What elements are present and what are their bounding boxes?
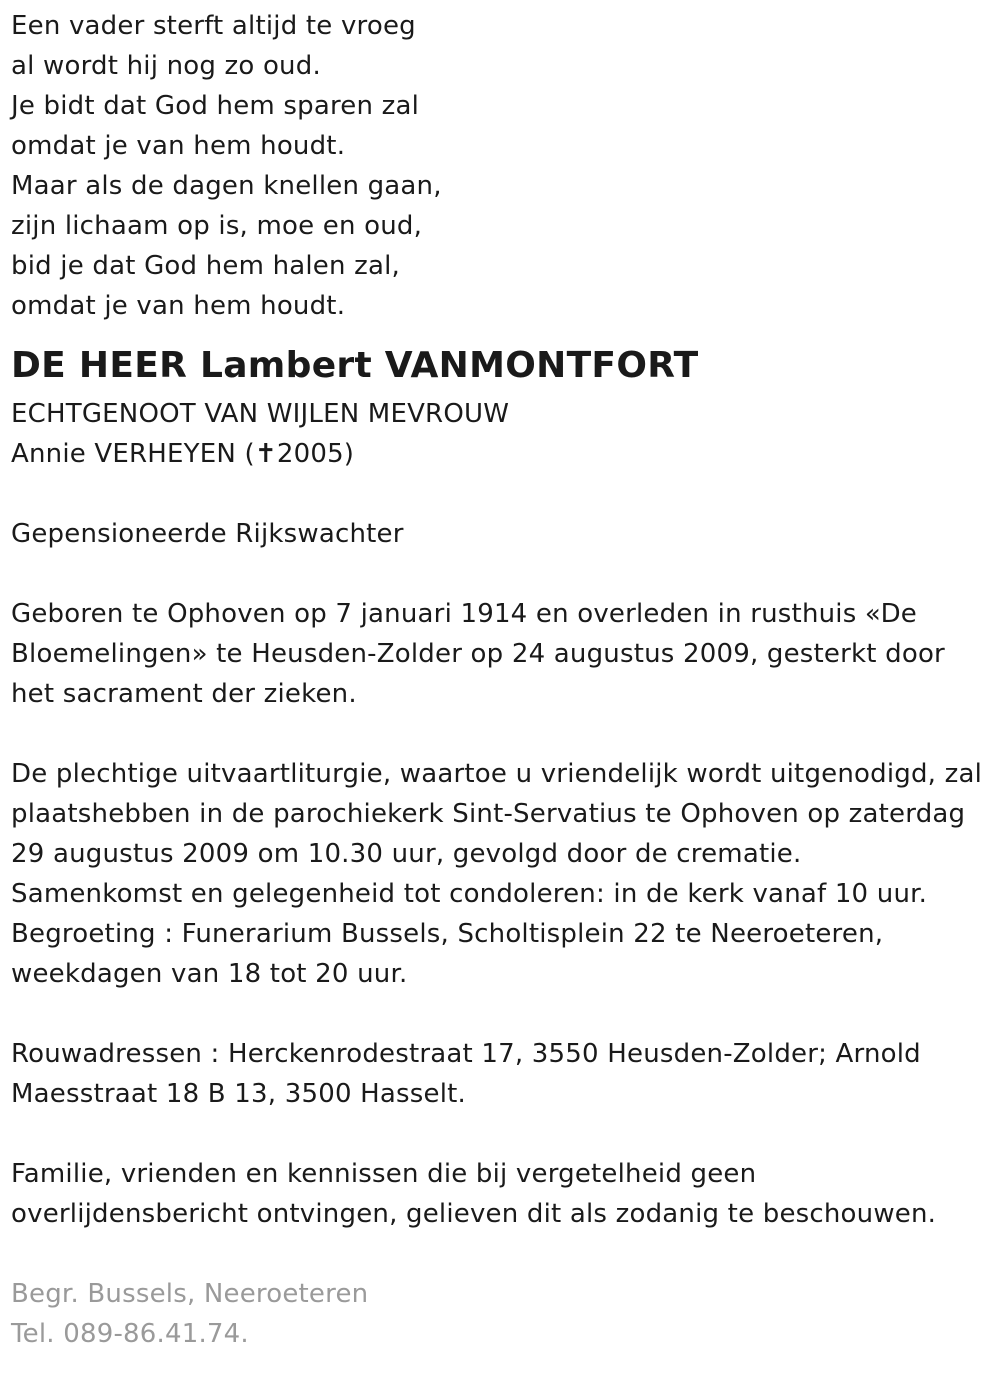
poem-line: Maar als de dagen knellen gaan, [11,171,442,201]
spacer [11,1234,1000,1274]
footer [11,1274,1000,1354]
paragraph-line: Rouwadressen : Herckenrodestraat 17, 3550 Heusden-Zolder; Arnold [11,1039,921,1069]
paragraph-line: plaatshebben in de parochiekerk Sint-Servatius te Ophoven op zaterdag [11,799,966,829]
poem-line: bid je dat God hem halen zal, [11,251,401,281]
spacer [11,714,1000,754]
spacer [11,994,1000,1034]
poem-line: omdat je van hem houdt. [11,291,346,321]
poem [11,6,1000,326]
paragraph-line: 29 augustus 2009 om 10.30 uur, gevolgd door de crematie. [11,839,802,869]
poem-line: Een vader sterft altijd te vroeg [11,11,416,41]
poem-line: Je bidt dat God hem sparen zal [11,91,420,121]
paragraph-line: Samenkomst en gelegenheid tot condoleren: in de kerk vanaf 10 uur. [11,879,928,909]
spacer [11,474,1000,514]
paragraph-line: Familie, vrienden en kennissen die bij vergetelheid geen [11,1159,757,1189]
spacer [11,554,1000,594]
spacer [11,1114,1000,1154]
deceased-name: DE HEER Lambert VANMONTFORT [11,345,699,386]
occupation: Gepensioneerde Rijkswachter [11,519,404,549]
funeral-paragraph [11,754,1000,994]
paragraph-line: overlijdensbericht ontvingen, gelieven dit als zodanig te beschouwen. [11,1199,937,1229]
poem-line: omdat je van hem houdt. [11,131,346,161]
undertaker-name: Begr. Bussels, Neeroeteren [11,1279,369,1309]
notice-paragraph [11,1154,1000,1234]
paragraph-line: het sacrament der zieken. [11,679,357,709]
paragraph-line: Maesstraat 18 B 13, 3500 Hasselt. [11,1079,467,1109]
poem-line: zijn lichaam op is, moe en oud, [11,211,423,241]
spouse-name: Annie VERHEYEN (✝2005) [11,439,355,469]
paragraph-line: De plechtige uitvaartliturgie, waartoe u vriendelijk wordt uitgenodigd, zal [11,759,983,789]
paragraph-line: Bloemelingen» te Heusden-Zolder op 24 augustus 2009, gesterkt door [11,639,945,669]
paragraph-line: Begroeting : Funerarium Bussels, Scholtisplein 22 te Neeroeteren, [11,919,884,949]
addresses-paragraph [11,1034,1000,1114]
paragraph-line: Geboren te Ophoven op 7 januari 1914 en overleden in rusthuis «De [11,599,918,629]
paragraph-line: weekdagen van 18 tot 20 uur. [11,959,408,989]
undertaker-phone: Tel. 089-86.41.74. [11,1319,249,1349]
poem-line: al wordt hij nog zo oud. [11,51,321,81]
spouse-title: ECHTGENOOT VAN WIJLEN MEVROUW [11,399,510,429]
birth-death-paragraph [11,594,1000,714]
